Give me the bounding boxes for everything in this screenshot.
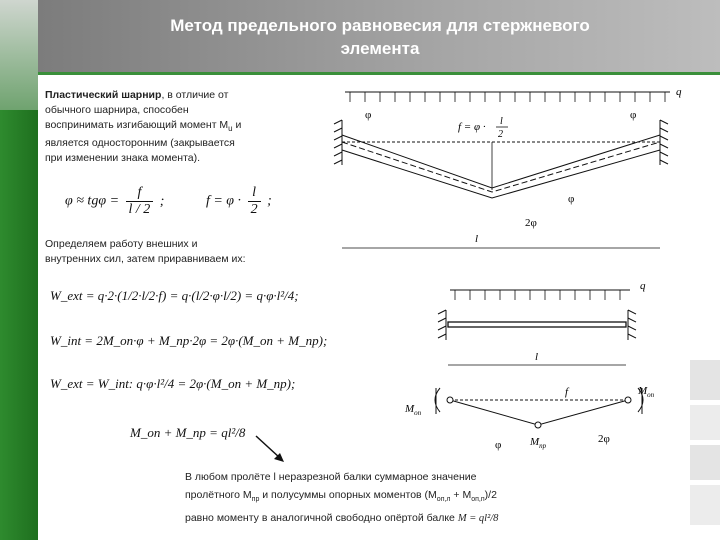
frac-num: l bbox=[248, 185, 261, 202]
formula-sep: ; bbox=[159, 193, 165, 209]
mechanism bbox=[435, 388, 643, 428]
note-formula: M = ql²/8 bbox=[457, 513, 499, 525]
support-right-top bbox=[660, 120, 668, 165]
load-arrows-top bbox=[350, 92, 665, 102]
header-divider bbox=[38, 72, 720, 75]
equation-w-equal: W_ext = W_int: q·φ·l²/4 = 2φ·(M_оп + M_пр); bbox=[50, 376, 296, 391]
support-left-top bbox=[334, 120, 342, 165]
intro-text bbox=[45, 88, 305, 166]
deco-stripe bbox=[690, 360, 720, 400]
slide-title bbox=[60, 14, 700, 60]
deco-stripe bbox=[690, 485, 720, 525]
label-l-half-num: l bbox=[500, 116, 503, 127]
frac-den: l / 2 bbox=[128, 202, 151, 217]
formula-phi bbox=[65, 185, 272, 218]
work-line1: Определяем работу внешних и bbox=[45, 238, 198, 250]
label-phi-mid: φ bbox=[568, 193, 575, 205]
sidebar-light-top bbox=[0, 0, 38, 110]
slide-title-line1: Метод предельного равновесия для стержневого bbox=[170, 16, 590, 35]
label-q-top: q bbox=[676, 86, 682, 98]
pointer-arrow bbox=[250, 432, 290, 466]
label-phi-bottom: φ bbox=[495, 439, 502, 451]
label-m-pr: $M_{пр}$ bbox=[530, 436, 547, 450]
formula-phi-left: φ ≈ tgφ = bbox=[65, 193, 120, 209]
frac-num: f bbox=[126, 185, 154, 202]
fixed-beam bbox=[448, 322, 626, 327]
note-line2: пролётного $М_{пр}$ и полусуммы опорных моментов $(М_{оп,л} + М_{оп,п})/2$ bbox=[185, 489, 497, 504]
intro-line5: при изменении знака момента). bbox=[45, 152, 201, 165]
intro-line3-end: и bbox=[232, 119, 242, 131]
intro-line2: обычного шарнира, способен bbox=[45, 104, 189, 116]
intro-line3-sub: u bbox=[228, 124, 233, 134]
label-f-bottom: f bbox=[565, 386, 569, 398]
fraction-l-2 bbox=[248, 185, 261, 218]
equation-w-ext: W_ext = q·2·(1/2·l/2·f) = q·(l/2·φ·l/2) = q·φ·l²/4; bbox=[50, 288, 299, 303]
formula-end: ; bbox=[267, 193, 272, 209]
equation-final: M_оп + M_пр = ql²/8 bbox=[130, 425, 246, 440]
note-line1: В любом пролёте l неразрезной балки суммарное значение bbox=[185, 471, 477, 483]
label-2phi-bottom: 2φ bbox=[598, 433, 610, 445]
deco-stripe bbox=[690, 445, 720, 480]
note-line3: равно моменту в аналогичной свободно опёртой балке M = ql²/8 bbox=[185, 512, 499, 525]
label-l-top: l bbox=[475, 233, 479, 245]
wall-left-bottom bbox=[438, 310, 446, 340]
deco-stripe bbox=[690, 405, 720, 440]
work-line2: внутренних сил, затем приравниваем их: bbox=[45, 253, 246, 265]
wall-right-bottom bbox=[628, 310, 636, 340]
label-m-op-right: $M_{оп}$ bbox=[638, 385, 655, 399]
intro-line1: , в отличие от bbox=[161, 89, 229, 101]
beam-diagram-top bbox=[320, 80, 690, 260]
load-arrows-bottom bbox=[455, 290, 620, 300]
label-2phi-top: 2φ bbox=[525, 217, 537, 229]
label-q-bottom: q bbox=[640, 280, 646, 292]
label-l-half-den: 2 bbox=[498, 129, 503, 140]
intro-line3: воспринимать изгибающий момент М bbox=[45, 119, 229, 131]
conclusion-note bbox=[185, 468, 605, 528]
label-l-bottom: l bbox=[535, 351, 539, 363]
work-text bbox=[45, 237, 315, 267]
slide-title-line2: элемента bbox=[340, 39, 420, 58]
label-f-formula: f = φ · bbox=[458, 121, 486, 133]
label-phi-left: φ bbox=[365, 109, 372, 121]
intro-bold: Пластический шарнир bbox=[45, 89, 162, 101]
deflected-beam bbox=[342, 135, 660, 198]
beam-diagram-bottom bbox=[400, 280, 680, 460]
label-phi-right: φ bbox=[630, 109, 637, 121]
frac-den: 2 bbox=[250, 202, 258, 217]
pointer-arrow-line bbox=[256, 436, 280, 458]
equation-w-int: W_int = 2M_оп·φ + M_пр·2φ = 2φ·(M_оп + M_пр); bbox=[50, 333, 328, 348]
intro-line4: является односторонним (закрывается bbox=[45, 137, 235, 150]
label-m-op-left: $M_{оп}$ bbox=[405, 403, 422, 417]
formula-mid: f = φ · bbox=[205, 193, 242, 209]
fraction-f-l2 bbox=[126, 185, 154, 218]
